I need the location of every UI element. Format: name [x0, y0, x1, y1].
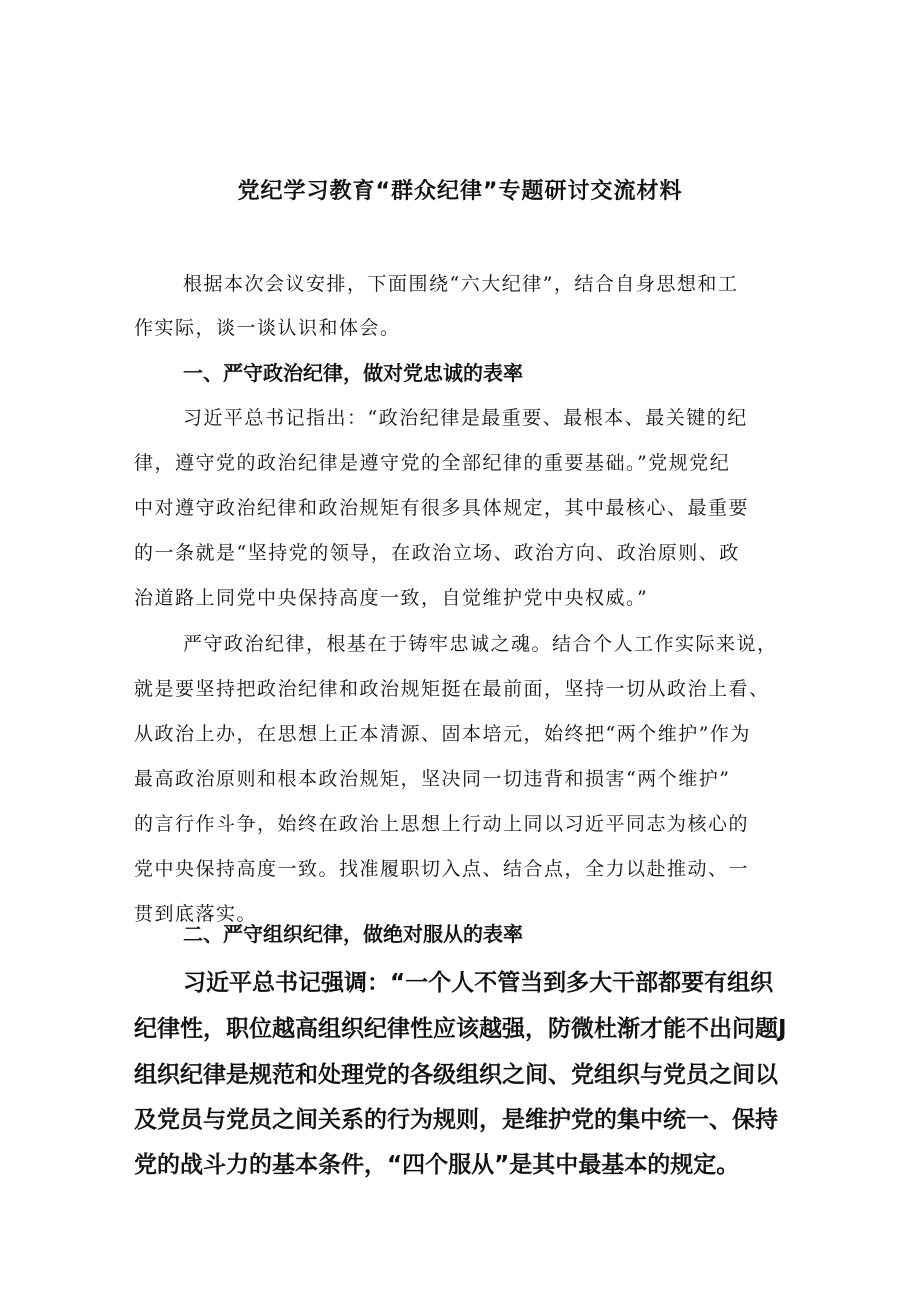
intro-line-1: 根据本次会议安排，下面围绕“六大纪律”，结合自身思想和工: [183, 273, 739, 295]
section-1-para-2-line: 党中央保持高度一致。找准履职切入点、结合点，全力以赴推动、一: [134, 858, 750, 880]
section-1-para-1-line: 治道路上同党中央保持高度一致，自觉维护党中央权威。”: [134, 587, 649, 609]
intro-line-2: 作实际，谈一谈认识和体会。: [134, 317, 401, 339]
section-1-para-2-line: 严守政治纪律，根基在于铸牢忠诚之魂。结合个人工作实际来说，: [183, 633, 778, 655]
document-title: 党纪学习教育“群众纪律”专题研讨交流材料: [237, 179, 683, 204]
section-2-heading: 二、严守组织纪律，做绝对服从的表率: [183, 922, 523, 946]
section-1-heading: 一、严守政治纪律，做对党忠诚的表率: [183, 361, 523, 385]
section-1-para-1-line: 律，遵守党的政治纪律是遵守党的全部纪律的重要基础。”党规党纪: [134, 452, 731, 474]
section-1-para-2-line: 就是要坚持把政治纪律和政治规矩挺在最前面，坚持一切从政治上看、: [134, 678, 770, 700]
section-2-para-1-line: 及党员与党员之间关系的行为规则，是维护党的集中统一、保持: [134, 1107, 778, 1133]
section-1-para-2-line: 贯到底落实。: [134, 903, 258, 925]
section-1-para-1-line: 的一条就是“坚持党的领导，在政治立场、政治方向、政治原则、政: [134, 542, 740, 564]
section-2-para-1-line: 组织纪律是规范和处理党的各级组织之间、党组织与党员之间以: [134, 1062, 778, 1088]
section-2-para-1-line: 习近平总书记强调：“一个人不管当到多大干部都要有组织: [183, 970, 774, 996]
section-2-para-1-line: 纪律性，职位越高组织纪律性应该越强，防微杜渐才能不出问题J: [134, 1016, 787, 1042]
section-2-para-1-line: 党的战斗力的基本条件，“四个服从”是其中最基本的规定。: [134, 1152, 740, 1178]
section-1-para-1-line: 中对遵守政治纪律和政治规矩有很多具体规定，其中最核心、最重要: [134, 497, 750, 519]
section-1-para-2-line: 从政治上办，在思想上正本清源、固本培元，始终把“两个维护”作为: [134, 723, 751, 745]
section-1-para-2-line: 的言行作斗争，始终在政治上思想上行动上同以习近平同志为核心的: [134, 813, 750, 835]
section-1-para-1-line: 习近平总书记指出：“政治纪律是最重要、最根本、最关键的纪: [183, 407, 748, 429]
section-1-para-2-line: 最高政治原则和根本政治规矩，坚决同一切违背和损害“两个维护”: [134, 768, 731, 790]
